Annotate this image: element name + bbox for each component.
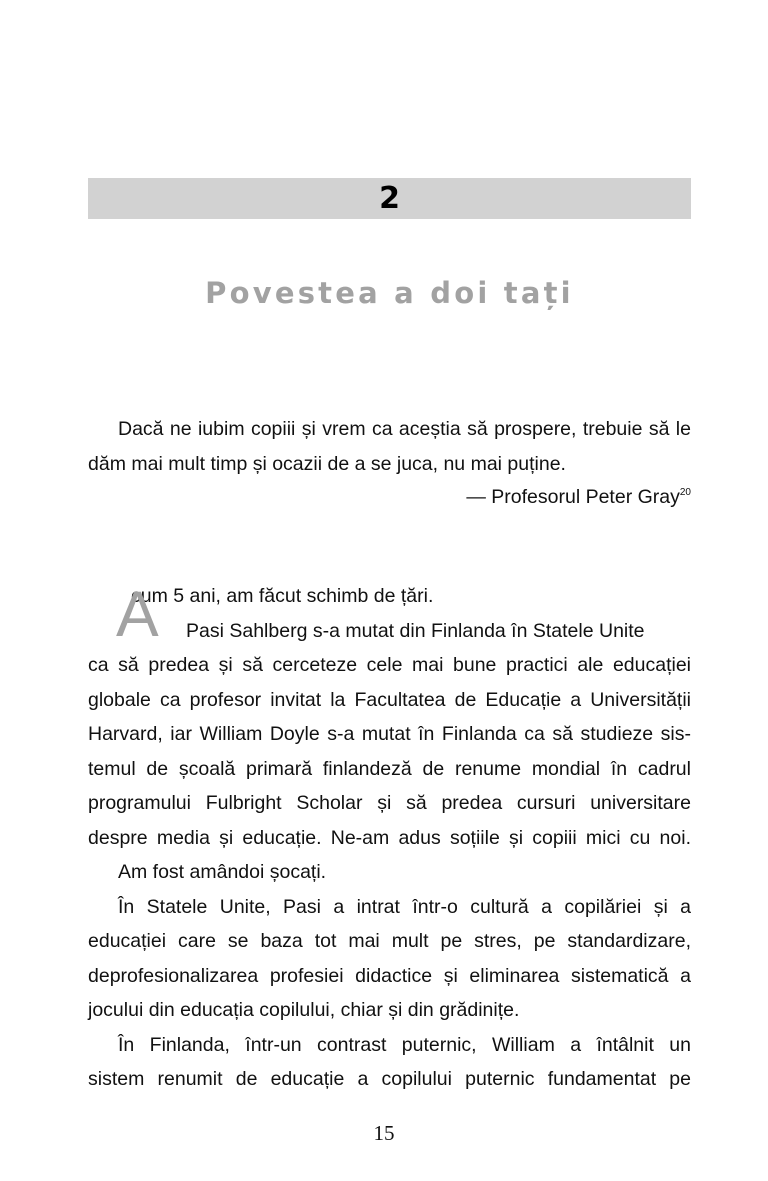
body-line: ca să predea și să cerceteze cele mai bune practici ale educației <box>88 654 691 676</box>
body-line: jocului din educația copilului, chiar și din grădinițe. <box>88 999 520 1021</box>
epigraph <box>88 412 691 512</box>
body-line: temul de școală primară finlandeză de renume mondial în cadrul <box>88 757 691 780</box>
epigraph-author: — Profesorul Peter Gray <box>466 486 680 508</box>
body-line: cum 5 ani, am făcut schimb de țări. <box>131 585 434 607</box>
chapter-title: Povestea a doi tați <box>205 276 574 310</box>
body-line: În Finlanda, într-un contrast puternic, William a întâlnit un <box>118 1033 691 1056</box>
body-line: globale ca profesor invitat la Facultatea de Educație a Universității <box>88 688 691 711</box>
epigraph-attribution <box>88 482 691 512</box>
drop-cap: A <box>116 578 159 650</box>
body-line: educației care se baza tot mai mult pe stres, pe standardizare, <box>88 930 691 952</box>
body-text <box>88 579 691 1097</box>
body-line: Pasi Sahlberg s-a mutat din Finlanda în Statele Unite <box>186 619 645 642</box>
chapter-header-bar <box>88 178 691 219</box>
body-line: Harvard, iar William Doyle s-a mutat în Finlanda ca să studieze sis- <box>88 723 691 745</box>
body-line: deprofesionalizarea profesiei didactice și eliminarea sistematică a <box>88 964 691 987</box>
chapter-number: 2 <box>379 180 400 216</box>
epigraph-text: Dacă ne iubim copiii și vrem ca aceștia să prospere, trebuie să le dăm mai mult timp și ocazii de a se juca, nu mai puține. <box>88 418 691 475</box>
page-number: 15 <box>373 1121 395 1145</box>
body-line: În Statele Unite, Pasi a intrat într-o cultură a copilăriei și a <box>118 895 691 918</box>
body-line: Am fost amândoi șocați. <box>118 861 327 883</box>
body-line: sistem renumit de educație a copilului puternic fundamentat pe <box>88 1068 691 1090</box>
body-line: programului Fulbright Scholar și să predea cursuri universitare <box>88 792 691 814</box>
body-line: despre media și educație. Ne-am adus soțiile și copiii mici cu noi. <box>88 826 691 849</box>
footnote-reference: 20 <box>679 487 691 498</box>
